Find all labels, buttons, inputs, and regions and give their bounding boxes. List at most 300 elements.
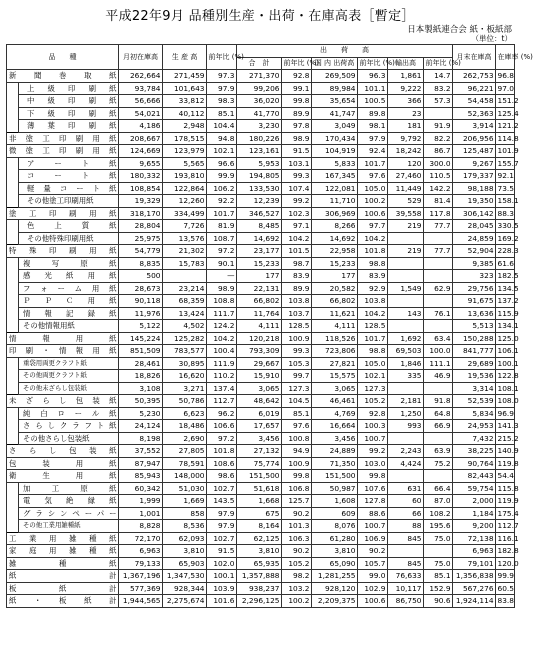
cell-kokunai: 20,582 (312, 282, 358, 295)
cell-seisan-zennenhi: 100.1 (207, 570, 237, 583)
cell-yushutsu-zennenhi: 195.6 (424, 520, 453, 533)
cell-goukei: 51,618 (237, 482, 282, 495)
cell-goukei: 1,668 (237, 495, 282, 508)
cell-tsuki-shoki: 85,943 (119, 470, 163, 483)
row-indent (7, 282, 19, 295)
table-row (7, 282, 515, 295)
cell-seisan-zennenhi: 108.6 (207, 457, 237, 470)
cell-yushutsu-zennenhi: 110.5 (424, 170, 453, 183)
cell-zaikoritsu: 175.4 (497, 508, 519, 518)
cell-yushutsu: 86,750 (388, 595, 424, 608)
row-label: ア ー ト 紙 (19, 157, 119, 170)
cell-yushutsu-zennenhi: 86.7 (424, 145, 453, 158)
cell-yushutsu: 181 (388, 120, 424, 133)
cell-kokunai: 35,654 (312, 95, 358, 108)
cell-goukei: 8,485 (237, 220, 282, 233)
cell-kokunai: 118,526 (312, 332, 358, 345)
cell-kokunai: 122,081 (312, 182, 358, 195)
cell-goukei-zennenhi: 90.2 (282, 545, 312, 558)
row-label: グラシンペーパー (19, 507, 119, 520)
row-label: 印刷・情報用紙 (7, 345, 119, 358)
cell-yushutsu: 11,449 (388, 182, 424, 195)
table-row (7, 357, 515, 370)
cell-kokunai: 104,919 (312, 145, 358, 158)
cell-seisan-zennenhi: 98.6 (207, 470, 237, 483)
row-label: 軽 量 コ ー ト 紙 (19, 182, 119, 195)
cell-tsuki-shoki: 60,342 (119, 482, 163, 495)
cell-seisan-zennenhi: 108.7 (207, 232, 237, 245)
cell-goukei: 36,020 (237, 95, 282, 108)
cell-kokunai: 170,434 (312, 132, 358, 145)
cell-tsuki-shoki: 3,108 (119, 382, 163, 395)
cell-goukei-zennenhi: 99.8 (282, 470, 312, 483)
cell-goukei-zennenhi: 100.8 (282, 432, 312, 445)
cell-zaikoritsu: 120.0 (497, 558, 519, 568)
cell-yushutsu-zennenhi: 117.8 (424, 207, 453, 220)
cell-zaikoritsu: 88.3 (497, 208, 514, 218)
row-label: 色 上 質 紙 (19, 220, 119, 233)
cell-goukei: 27,132 (237, 445, 282, 458)
table-row (7, 470, 515, 483)
cell-yushutsu-zennenhi (424, 257, 453, 270)
cell-tsuki-shoki: 8,835 (119, 257, 163, 270)
cell-goukei-zennenhi: 101.5 (282, 245, 312, 258)
table-row (7, 295, 515, 308)
row-label: 重袋用両更クラフト紙 (19, 357, 119, 370)
cell-getsumatsu: 2,000 (453, 495, 496, 508)
cell-yushutsu-zennenhi: 100.0 (424, 345, 453, 358)
row-label: その他特殊印刷用紙 (19, 232, 119, 245)
cell-yushutsu-zennenhi (424, 295, 453, 308)
cell-kokunai: 89,984 (312, 82, 358, 95)
cell-getsumatsu: 841,777 (453, 345, 496, 358)
cell-yushutsu-zennenhi: 62.9 (424, 282, 453, 295)
row-indent (7, 495, 19, 508)
cell-goukei: 346,527 (237, 207, 282, 220)
cell-seisan: 13,576 (163, 232, 207, 245)
cell-yushutsu-zennenhi (424, 432, 453, 445)
cell-goukei: 123,161 (237, 145, 282, 158)
cell-seisan-zennenhi: 101.7 (207, 207, 237, 220)
cell-seisan: 6,623 (163, 407, 207, 420)
cell-zaikoritsu: 54.4 (497, 471, 514, 481)
cell-yushutsu: 10,117 (388, 582, 424, 595)
cell-goukei-zennenhi: 100.2 (282, 595, 312, 608)
cell-zaikoritsu: 151.2 (497, 96, 519, 106)
header-seisan-zennenhi: 前年比 (%) (207, 45, 237, 70)
table-row (7, 407, 515, 420)
cell-kokunai: 269,509 (312, 70, 358, 83)
cell-yushutsu-zennenhi: 64.8 (424, 407, 453, 420)
table-row (7, 307, 515, 320)
cell-getsumatsu: 38,225 (453, 445, 496, 458)
cell-getsumatsu: 9,385 (453, 257, 496, 270)
cell-tsuki-shoki: 500 (119, 270, 163, 283)
cell-goukei-zennenhi: 102.3 (282, 207, 312, 220)
cell-tsuki-shoki: 9,655 (119, 157, 163, 170)
cell-goukei-zennenhi: 98.7 (282, 257, 312, 270)
cell-zaikoritsu: 140.9 (497, 446, 519, 456)
cell-zaikoritsu: 106.1 (497, 346, 519, 356)
cell-yushutsu: 66 (388, 507, 424, 520)
cell-goukei: 23,177 (237, 245, 282, 258)
cell-getsumatsu: 6,963 (453, 545, 496, 558)
cell-kokunai: 306,969 (312, 207, 358, 220)
unit-label: （単位：t） (471, 34, 512, 43)
row-indent (7, 420, 19, 433)
cell-zaikoritsu: 60.5 (497, 583, 514, 593)
cell-getsumatsu: 24,953 (453, 420, 496, 433)
cell-tsuki-shoki: 90,118 (119, 295, 163, 308)
cell-goukei: 133,530 (237, 182, 282, 195)
cell-kokunai: 50,987 (312, 482, 358, 495)
table-row (7, 257, 515, 270)
row-label: 新 聞 巻 取 紙 (7, 70, 119, 83)
cell-getsumatsu: 150,288 (453, 332, 496, 345)
cell-tsuki-shoki: 4,186 (119, 120, 163, 133)
cell-goukei: 3,230 (237, 120, 282, 133)
cell-goukei-zennenhi: 106.8 (282, 482, 312, 495)
cell-seisan: 27,805 (163, 445, 207, 458)
cell-kokunai: 15,233 (312, 257, 358, 270)
cell-kokunai-zennenhi: 105.0 (358, 357, 388, 370)
cell-tsuki-shoki: 24,124 (119, 420, 163, 433)
cell-seisan: 50,786 (163, 395, 207, 408)
cell-goukei: 180,226 (237, 132, 282, 145)
cell-yushutsu-zennenhi: 82.2 (424, 132, 453, 145)
cell-seisan: 15,783 (163, 257, 207, 270)
cell-yushutsu-zennenhi: 77.7 (424, 245, 453, 258)
table-row (7, 82, 515, 95)
cell-kokunai-zennenhi: 101.8 (358, 245, 388, 258)
row-indent (7, 120, 19, 133)
cell-goukei-zennenhi: 105.2 (282, 557, 312, 570)
cell-goukei-zennenhi: 103.2 (282, 582, 312, 595)
cell-seisan: 148,000 (163, 470, 207, 483)
row-indent (7, 357, 19, 370)
cell-kokunai-zennenhi: 107.6 (358, 482, 388, 495)
table-row (7, 370, 515, 383)
cell-getsumatsu: 82,443 (453, 470, 496, 483)
cell-tsuki-shoki: 124,669 (119, 145, 163, 158)
cell-seisan-zennenhi: 101.8 (207, 445, 237, 458)
cell-tsuki-shoki: 28,461 (119, 357, 163, 370)
table-row (7, 432, 515, 445)
cell-yushutsu-zennenhi: 57.3 (424, 95, 453, 108)
cell-tsuki-shoki: 1,367,196 (119, 570, 163, 583)
cell-kokunai: 1,281,255 (312, 570, 358, 583)
table-row (7, 570, 515, 583)
cell-yushutsu: 631 (388, 482, 424, 495)
cell-kokunai-zennenhi: 101.7 (358, 332, 388, 345)
row-indent (7, 232, 19, 245)
cell-goukei: 99,206 (237, 82, 282, 95)
table-row (7, 170, 515, 183)
cell-kokunai: 11,621 (312, 307, 358, 320)
row-label: 中 級 印 刷 紙 (19, 95, 119, 108)
cell-seisan: 193,810 (163, 170, 207, 183)
cell-goukei-zennenhi: 99.7 (282, 370, 312, 383)
table-row (7, 270, 515, 283)
row-label: 家 庭 用 雑 種 紙 (7, 545, 119, 558)
cell-tsuki-shoki: 5,230 (119, 407, 163, 420)
cell-kokunai: 8,266 (312, 220, 358, 233)
row-indent (7, 370, 19, 383)
cell-seisan-zennenhi: 98.9 (207, 282, 237, 295)
cell-seisan-zennenhi: 97.9 (207, 507, 237, 520)
cell-goukei-zennenhi: 106.3 (282, 532, 312, 545)
cell-seisan: 2,690 (163, 432, 207, 445)
cell-zaikoritsu: 92.1 (497, 171, 514, 181)
table-row (7, 220, 515, 233)
cell-kokunai-zennenhi: 97.7 (358, 220, 388, 233)
row-label: 情 報 記 録 紙 (19, 307, 119, 320)
cell-seisan: 178,515 (163, 132, 207, 145)
cell-kokunai-zennenhi: 101.1 (358, 82, 388, 95)
cell-yushutsu: 69,503 (388, 345, 424, 358)
cell-kokunai: 4,111 (312, 320, 358, 333)
cell-zaikoritsu: 61.6 (497, 258, 514, 268)
cell-seisan: 78,591 (163, 457, 207, 470)
cell-kokunai-zennenhi: 92.8 (358, 407, 388, 420)
cell-kokunai-zennenhi: 102.9 (358, 582, 388, 595)
cell-zaikoritsu: 169.2 (497, 233, 519, 243)
cell-getsumatsu: 1,184 (453, 507, 496, 520)
cell-seisan: 858 (163, 507, 207, 520)
row-label: 電 気 絶 縁 紙 (19, 495, 119, 508)
cell-tsuki-shoki: 851,509 (119, 345, 163, 358)
cell-zaikoritsu: 122.8 (497, 371, 519, 381)
cell-tsuki-shoki: 6,963 (119, 545, 163, 558)
table-row (7, 557, 515, 570)
cell-goukei: 29,667 (237, 357, 282, 370)
row-label: その他両更クラフト紙 (19, 370, 119, 383)
cell-seisan-zennenhi: 112.7 (207, 395, 237, 408)
table-row (7, 420, 515, 433)
row-label: 複 写 原 紙 (19, 257, 119, 270)
cell-tsuki-shoki: 180,332 (119, 170, 163, 183)
row-label: その他塗工印刷用紙 (19, 195, 119, 208)
cell-seisan: 40,112 (163, 107, 207, 120)
cell-yushutsu: 143 (388, 307, 424, 320)
cell-seisan: 30,895 (163, 357, 207, 370)
row-label: コ ー ト 紙 (19, 170, 119, 183)
row-label: 特 殊 印 刷 用 紙 (7, 245, 119, 258)
row-label: 薄 葉 印 刷 紙 (19, 120, 119, 133)
cell-kokunai-zennenhi: 103.0 (358, 457, 388, 470)
cell-getsumatsu: 3,914 (453, 120, 496, 133)
cell-kokunai: 71,350 (312, 457, 358, 470)
cell-goukei: 675 (237, 507, 282, 520)
cell-tsuki-shoki: 318,170 (119, 207, 163, 220)
cell-getsumatsu: 79,101 (453, 557, 496, 570)
table-row (7, 157, 515, 170)
row-indent (7, 82, 19, 95)
cell-seisan-zennenhi: 99.9 (207, 170, 237, 183)
cell-getsumatsu: 19,350 (453, 195, 496, 208)
cell-yushutsu: 219 (388, 245, 424, 258)
cell-goukei: 3,810 (237, 545, 282, 558)
table-row (7, 245, 515, 258)
cell-seisan-zennenhi: 96.2 (207, 407, 237, 420)
cell-seisan-zennenhi: 94.8 (207, 132, 237, 145)
cell-yushutsu: 1,549 (388, 282, 424, 295)
cell-zaikoritsu: 182.5 (497, 271, 519, 281)
cell-yushutsu-zennenhi: 75.2 (424, 457, 453, 470)
cell-kokunai: 16,664 (312, 420, 358, 433)
cell-zaikoritsu: 125.4 (497, 108, 519, 118)
cell-kokunai: 27,821 (312, 357, 358, 370)
cell-seisan: 8,536 (163, 520, 207, 533)
cell-goukei: 194,805 (237, 170, 282, 183)
cell-yushutsu-zennenhi: 63.9 (424, 445, 453, 458)
row-label: さ ら し 包 装 紙 (7, 445, 119, 458)
cell-kokunai-zennenhi: 89.8 (358, 107, 388, 120)
cell-kokunai-zennenhi: 100.5 (358, 95, 388, 108)
cell-goukei: 14,692 (237, 232, 282, 245)
cell-goukei-zennenhi: 91.5 (282, 145, 312, 158)
cell-tsuki-shoki: 8,198 (119, 432, 163, 445)
cell-seisan: 122,864 (163, 182, 207, 195)
cell-kokunai: 928,120 (312, 582, 358, 595)
cell-getsumatsu: 262,753 (453, 70, 496, 83)
cell-yushutsu: 366 (388, 95, 424, 108)
table-row (7, 457, 515, 470)
cell-seisan: 18,486 (163, 420, 207, 433)
row-label: 加 工 原 紙 (19, 482, 119, 495)
cell-seisan-zennenhi: 90.1 (207, 257, 237, 270)
cell-yushutsu-zennenhi (424, 107, 453, 120)
header-seisan: 生 産 高 (163, 45, 207, 70)
cell-getsumatsu: 90,764 (453, 457, 496, 470)
row-indent (7, 295, 19, 308)
cell-yushutsu (388, 270, 424, 283)
cell-goukei: 271,370 (237, 70, 282, 83)
row-indent (7, 520, 19, 533)
cell-tsuki-shoki: 18,826 (119, 370, 163, 383)
cell-seisan: 21,302 (163, 245, 207, 258)
cell-seisan: 334,499 (163, 207, 207, 220)
cell-zaikoritsu: 116.1 (497, 533, 519, 543)
cell-goukei: 4,111 (237, 320, 282, 333)
cell-seisan: 1,669 (163, 495, 207, 508)
cell-seisan-zennenhi: 97.9 (207, 520, 237, 533)
cell-kokunai: 24,889 (312, 445, 358, 458)
cell-getsumatsu: 7,432 (453, 432, 496, 445)
cell-tsuki-shoki: 11,976 (119, 307, 163, 320)
table-row (7, 395, 515, 408)
cell-zaikoritsu: 115.9 (497, 308, 519, 318)
cell-kokunai-zennenhi: 105.7 (358, 557, 388, 570)
cell-getsumatsu: 54,458 (453, 95, 496, 108)
cell-getsumatsu: 24,859 (453, 232, 496, 245)
row-label: 工 業 用 雑 種 紙 (7, 532, 119, 545)
row-label: 上 級 印 刷 紙 (19, 82, 119, 95)
cell-tsuki-shoki: 208,667 (119, 132, 163, 145)
cell-kokunai: 3,810 (312, 545, 358, 558)
table-row (7, 495, 515, 508)
row-indent (7, 320, 19, 333)
cell-kokunai-zennenhi: 100.7 (358, 520, 388, 533)
cell-zaikoritsu: 134.1 (497, 321, 519, 331)
table-row (7, 120, 515, 133)
cell-tsuki-shoki: 54,779 (119, 245, 163, 258)
cell-goukei-zennenhi: 125.7 (282, 495, 312, 508)
cell-goukei-zennenhi: 128.5 (282, 320, 312, 333)
cell-tsuki-shoki: 1,001 (119, 507, 163, 520)
cell-zaikoritsu: 101.9 (497, 146, 519, 156)
cell-yushutsu: 845 (388, 557, 424, 570)
cell-kokunai: 15,575 (312, 370, 358, 383)
cell-goukei: 75,774 (237, 457, 282, 470)
row-indent (7, 307, 19, 320)
header-tsuki-shoki: 月初在庫高 (119, 45, 163, 70)
cell-kokunai-zennenhi: 99.0 (358, 570, 388, 583)
cell-yushutsu: 120 (388, 157, 424, 170)
cell-goukei-zennenhi: 127.3 (282, 382, 312, 395)
cell-yushutsu (388, 232, 424, 245)
cell-kokunai: 1,608 (312, 495, 358, 508)
cell-kokunai: 151,500 (312, 470, 358, 483)
cell-kokunai-zennenhi: 99.8 (358, 470, 388, 483)
table-row (7, 595, 515, 608)
production-stats-table (6, 44, 533, 608)
header-getsumatsu: 月末在庫高 (453, 45, 496, 70)
cell-tsuki-shoki: 28,804 (119, 220, 163, 233)
row-indent (7, 382, 19, 395)
cell-getsumatsu: 9,200 (453, 520, 496, 533)
row-indent (7, 257, 19, 270)
cell-goukei-zennenhi: 107.4 (282, 182, 312, 195)
cell-seisan: 13,424 (163, 307, 207, 320)
cell-getsumatsu: 19,536 (453, 370, 496, 383)
cell-zaikoritsu: 73.5 (497, 183, 514, 193)
row-label: 純 白 ロ ー ル 紙 (19, 407, 119, 420)
cell-kokunai-zennenhi: 106.9 (358, 532, 388, 545)
table-row (7, 95, 515, 108)
cell-zaikoritsu: 97.0 (497, 83, 514, 93)
cell-tsuki-shoki: 56,666 (119, 95, 163, 108)
cell-getsumatsu: 306,142 (453, 207, 496, 220)
table-row (7, 182, 515, 195)
cell-tsuki-shoki: 262,664 (119, 70, 163, 83)
row-indent (7, 507, 19, 520)
cell-yushutsu-zennenhi: 83.2 (424, 82, 453, 95)
cell-zaikoritsu: 330.5 (497, 221, 519, 231)
cell-yushutsu-zennenhi: 91.8 (424, 395, 453, 408)
cell-goukei-zennenhi: 85.1 (282, 407, 312, 420)
cell-tsuki-shoki: 93,784 (119, 82, 163, 95)
table-row (7, 195, 515, 208)
cell-goukei-zennenhi: 100.9 (282, 332, 312, 345)
cell-seisan-zennenhi: 110.2 (207, 370, 237, 383)
row-label: 情 報 用 紙 (7, 332, 119, 345)
row-label: その他未ざらし包装紙 (19, 382, 119, 395)
table-row (7, 507, 515, 520)
cell-seisan-zennenhi: 108.8 (207, 295, 237, 308)
cell-zaikoritsu: 96.8 (497, 71, 514, 81)
cell-zaikoritsu: 99.9 (497, 571, 514, 581)
cell-yushutsu: 76,633 (388, 570, 424, 583)
cell-goukei: 65,935 (237, 557, 282, 570)
cell-kokunai-zennenhi: 127.3 (358, 382, 388, 395)
source-label: 日本製紙連合会 紙・板紙部 (407, 25, 512, 35)
cell-seisan: 7,726 (163, 220, 207, 233)
cell-zaikoritsu: 215.2 (497, 433, 519, 443)
cell-goukei-zennenhi: 103.1 (282, 157, 312, 170)
cell-tsuki-shoki: 50,395 (119, 395, 163, 408)
cell-yushutsu: 27,460 (388, 170, 424, 183)
